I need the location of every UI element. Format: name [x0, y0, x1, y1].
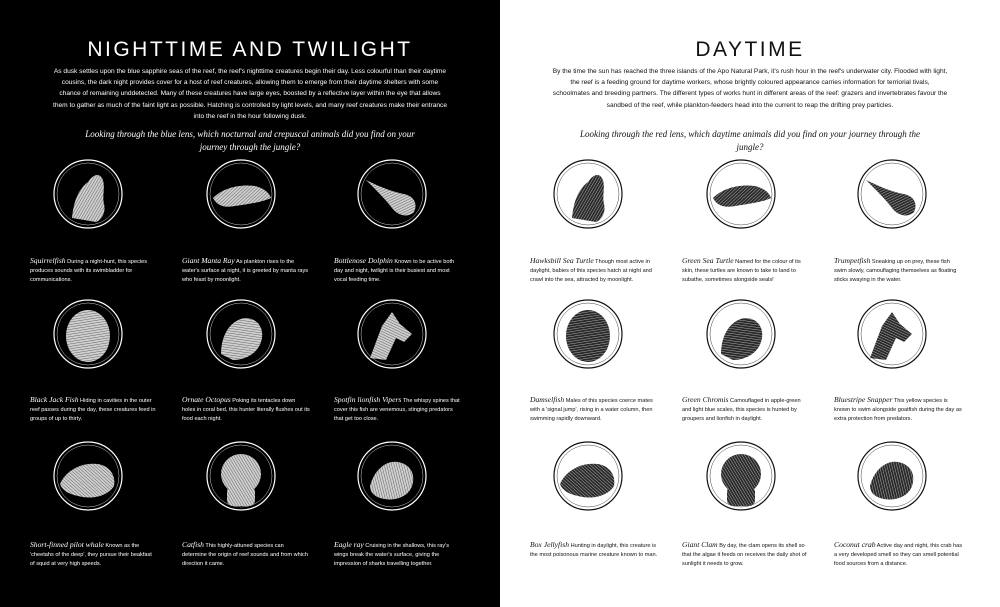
page-title: DAYTIME: [695, 38, 805, 61]
animal-description: Males of this species coerce mates with a 'signal jump', rising in a water column, then swimming rapidly downward.: [530, 398, 653, 422]
animal-name: Giant Clam: [682, 540, 718, 549]
animal-caption: [530, 257, 658, 284]
animal-name: Short-finned pilot whale: [30, 540, 104, 549]
animal-description: Known as the 'cheetahs of the deep', they pursue their beakfast of squid at very high speeds.: [30, 543, 152, 567]
snake-icon: [705, 298, 777, 370]
intro-paragraph: As dusk settles upon the blue sapphire seas of the reef, the reef's nighttime creatures begin their day. Less colourful than their daytime cousins, the dark night provides cover for a host of reef creatures, allowing them to emerge from their daytime shelters with some chance of remaining unddetected. Many of these creatures have large eyes, boosted by a reflective layer within the eye that allows them to gather as much of the faint light as possible. Hatching is controlled by light levels, and many reef creatures make their entrance into the reef in the hour following dusk.: [53, 68, 447, 120]
intro-paragraph: By the time the sun has reached the three islands of the Apo Natural Park, it's rush hour in the reef's underwater city. Flooded with light, the reef is a feeding ground for daytime workers, whose brightly coloured appearance carries information for terriorial tivals, schoolmates and breeding partners. The different types of works hunt in different areas of the reef: grazers and invertebrates favour the sandbed of the reef, while plankton-feeders head into the current to reap the drifting prey particles.: [552, 68, 948, 109]
animal-description: This yellow species is known to swim alongside goatfish during the day as extra protection from predators.: [834, 398, 962, 422]
rhino-icon: [705, 440, 777, 512]
animal-name: Ornate Octopus: [182, 395, 231, 404]
lens-question: Looking through the blue lens, which nocturnal and crepuscal animals did you find on your journey through the jungle?: [85, 129, 415, 152]
monkey-icon: [205, 440, 277, 512]
frog-icon: [356, 440, 428, 512]
animal-name: Bluestripe Snapper: [834, 395, 893, 404]
gecko-icon: [705, 158, 777, 230]
animal-description: During a night-hunt, this species produces sounds with its swimbladder for communications.: [30, 259, 148, 283]
animal-description: Known to be active both day and night, twilight is their busiest and most vocal feeding time.: [334, 259, 455, 283]
animal-name: Squirrelfish: [30, 256, 66, 265]
animal-caption: [182, 257, 310, 284]
lizard-icon: [205, 158, 277, 230]
animal-caption: [834, 396, 962, 423]
animal-caption: [530, 396, 658, 423]
animal-name: Trumpetfish: [834, 256, 871, 265]
long-beak-bird-icon: [356, 158, 428, 230]
animal-caption: [334, 541, 462, 568]
animal-name: Eagle ray: [334, 540, 364, 549]
hornbill-icon: [552, 440, 624, 512]
animal-description: Hiding in cavities in the outer reef passes during the day, these creatures feed in groups of up to thirty.: [30, 398, 156, 422]
animal-description: As plankton rises to the water's surface at night, it is greeted by manta rays who feast by moonlight.: [182, 259, 309, 283]
animal-description: Though most active in daylight, babies of this species hatch at night and crawl into the sea, attracted by moonlight.: [530, 259, 652, 283]
animal-description: Named for the colour of its skin, these turtles are known to take to land to subathe, sometimes alongside seals!: [682, 259, 801, 283]
animal-description: Camouflaged in apple-green and light blue scales, this species is hunted by groupers and lionfish in daylight.: [682, 398, 801, 422]
animal-name: Black Jack Fish: [30, 395, 79, 404]
bird-icon: [52, 158, 124, 230]
chameleon-icon: [205, 298, 277, 370]
chimpanzee-icon: [552, 298, 624, 370]
page-title: NIGHTTIME AND TWILIGHT: [87, 38, 413, 61]
animal-caption: [30, 396, 158, 423]
animal-description: Poking its tentacles down holes in coral bed, this hunter literally flushes out its food each night.: [182, 398, 310, 422]
animal-description: Cruising in the shallows, this ray's wings break the water's surface, giving the impression of sharks travelling together.: [334, 543, 450, 567]
lens-question: Looking through the red lens, which daytime animals did you find on your journey through the jungle?: [580, 129, 920, 152]
animal-description: Sneaking up on prey, these fish swim slowly, camouflaging themselves as floating sticks swaying in the water.: [834, 259, 957, 283]
daytime-page: [500, 0, 1000, 607]
animal-name: Box Jellyfish: [530, 540, 570, 549]
animal-caption: [834, 541, 962, 568]
butterfly-icon: [856, 158, 928, 230]
animal-description: Hunting in daylight, this creature is the most poisonous marine creature known to man.: [530, 543, 658, 558]
animal-name: Giant Manta Ray: [182, 256, 235, 265]
animal-caption: [682, 396, 810, 423]
animal-description: The whispy spines that cover this fish are venemous, stinging predators that get too close.: [334, 398, 460, 422]
animal-name: Green Chromis: [682, 395, 729, 404]
animal-caption: [182, 396, 310, 423]
boar-icon: [52, 440, 124, 512]
animal-name: Bottlenose Dolphin: [334, 256, 393, 265]
animal-description: Active day and night, this crab has a very developed smell so they can smell potential food sources from a distance.: [834, 543, 963, 567]
animal-name: Hawksbill Sea Turtle: [530, 256, 594, 265]
baboon-icon: [856, 298, 928, 370]
animal-name: Spotfin lionfish Vipers: [334, 395, 402, 404]
mandrill-icon: [856, 440, 928, 512]
animal-caption: [30, 257, 158, 284]
animal-caption: [682, 541, 810, 568]
animal-name: Green Sea Turtle: [682, 256, 734, 265]
animal-caption: [682, 257, 810, 284]
animal-caption: [334, 257, 462, 284]
animal-description: This highly-attuned species can determine the origin of reef sounds and from which direction it came.: [182, 543, 308, 567]
animal-name: Catfish: [182, 540, 204, 549]
animal-caption: [334, 396, 462, 423]
ape-icon: [552, 158, 624, 230]
bird-foot-icon: [356, 298, 428, 370]
animal-caption: [182, 541, 310, 568]
animal-caption: [30, 541, 158, 568]
horse-head-icon: [52, 298, 124, 370]
animal-caption: [530, 541, 658, 560]
animal-name: Coconut crab: [834, 540, 876, 549]
animal-name: Damselfish: [530, 395, 565, 404]
animal-description: By day, the clam opens its shell so that the algae it feeds on receives the daily shot of sunlight it needs to grow.: [682, 543, 807, 567]
animal-caption: [834, 257, 962, 284]
